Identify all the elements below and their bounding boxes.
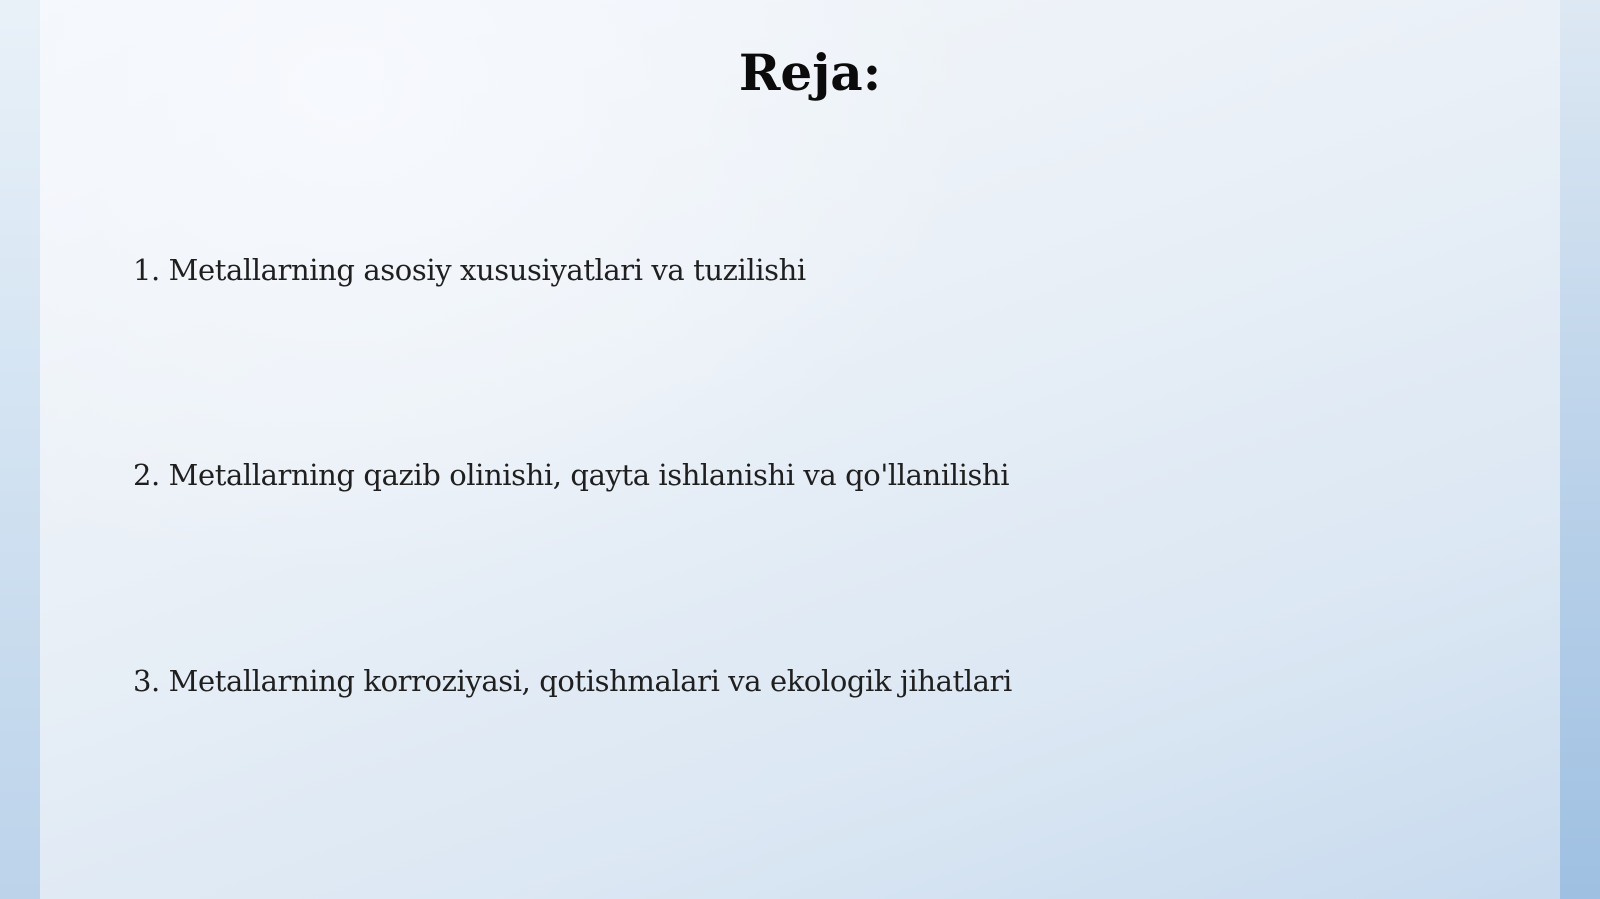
plan-item-3: 3. Metallarning korroziyasi, qotishmalari va ekologik jihatlari — [133, 664, 1012, 698]
right-margin-band — [1560, 0, 1600, 899]
plan-item-2: 2. Metallarning qazib olinishi, qayta ishlanishi va qo'llanilishi — [133, 458, 1010, 492]
left-margin-band — [0, 0, 40, 899]
slide-title: Reja: — [738, 43, 882, 102]
plan-item-1: 1. Metallarning asosiy xususiyatlari va tuzilishi — [133, 253, 806, 287]
slide — [40, 0, 1560, 899]
